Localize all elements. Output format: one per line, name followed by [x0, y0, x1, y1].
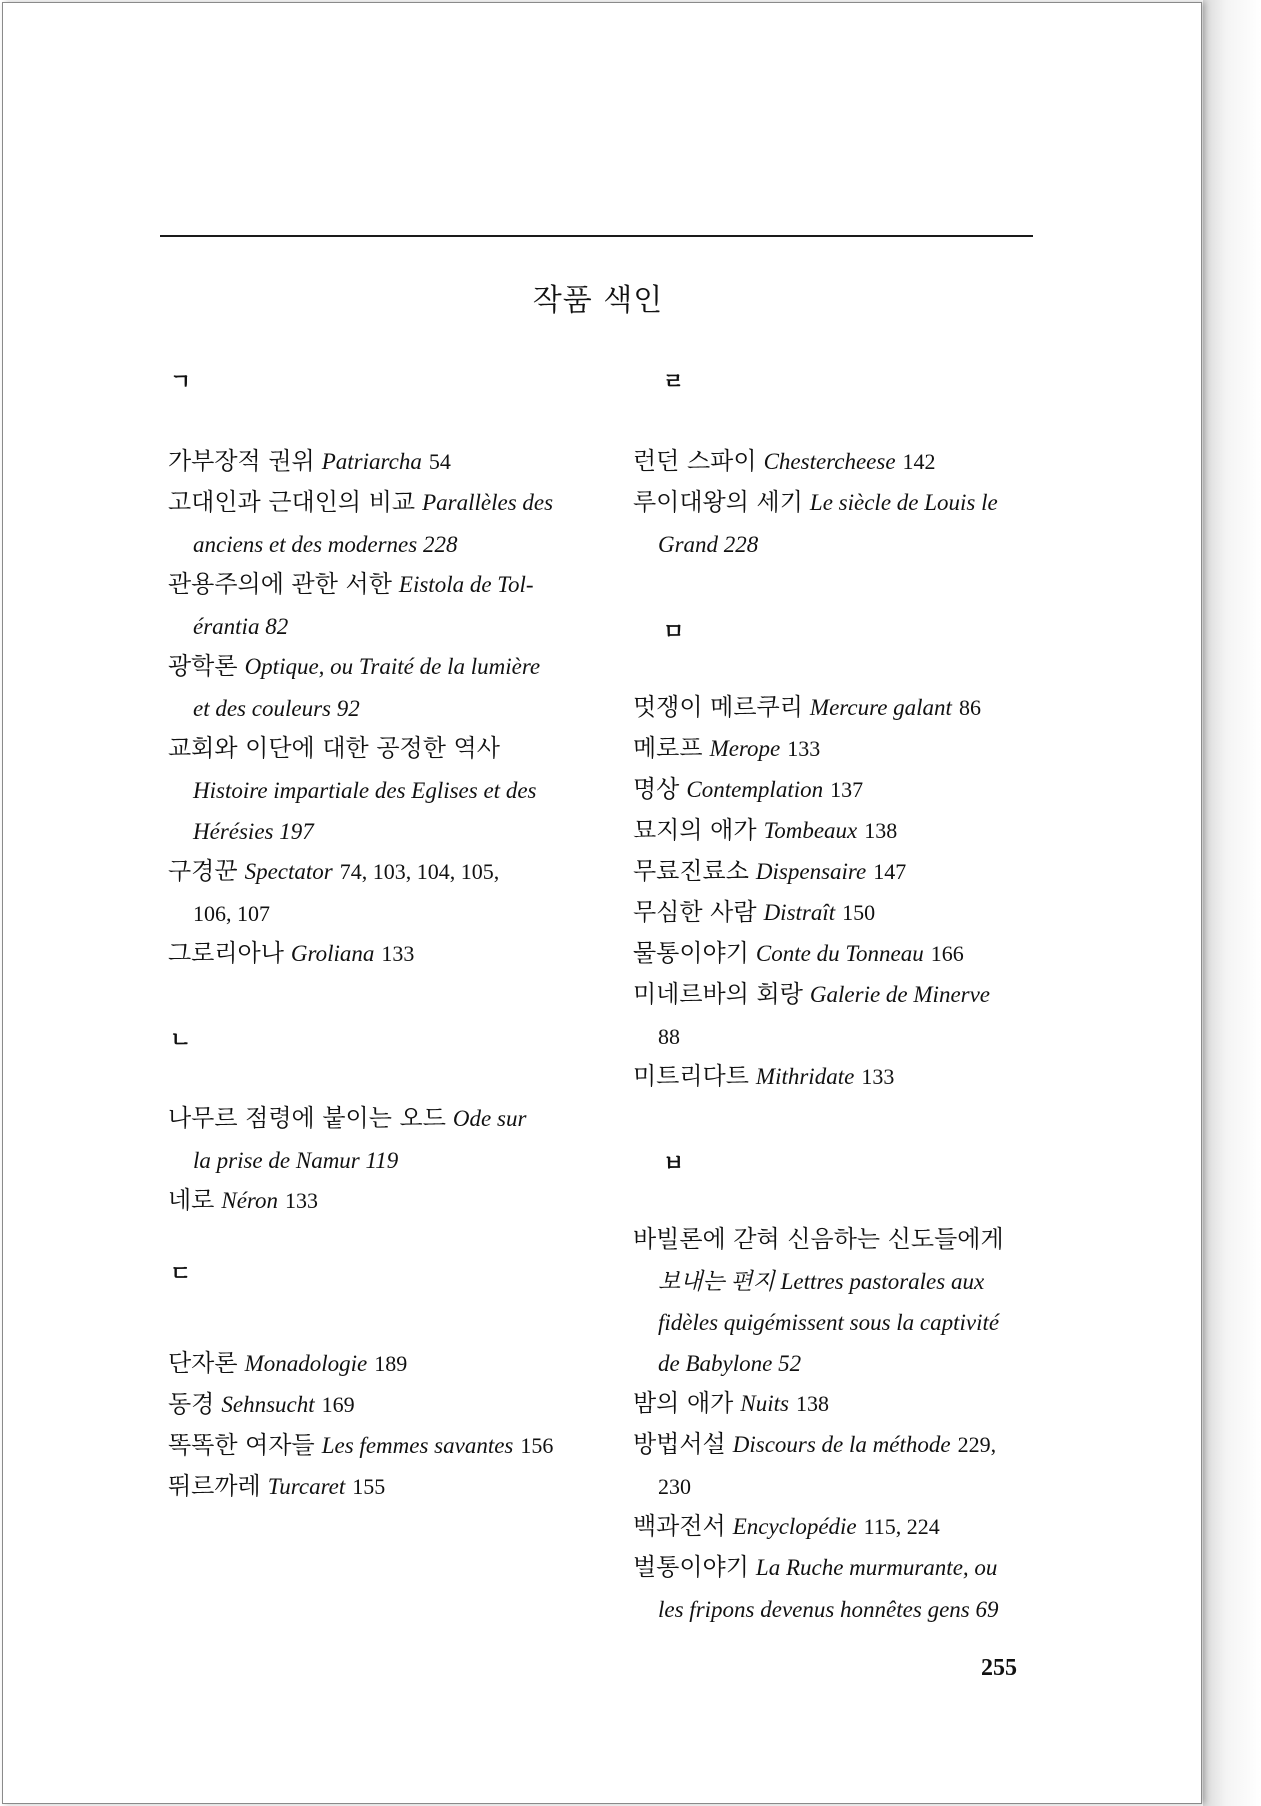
- entry-continuation: 230: [658, 1474, 691, 1499]
- entry-page-ref: 115, 224: [863, 1514, 940, 1539]
- entry-continuation: Grand 228: [658, 532, 759, 557]
- entry-original-title: Discours de la méthode: [732, 1432, 951, 1457]
- entry-korean-title: 루이대왕의 세기: [633, 488, 803, 516]
- entry-korean-title: 나무르 점령에 붙이는 오드: [168, 1104, 446, 1132]
- entry-korean-title: 관용주의에 관한 서한: [168, 570, 392, 598]
- entry-korean-title: 구경꾼: [168, 857, 238, 885]
- entry-korean-title: 물통이야기: [633, 939, 749, 967]
- entry-continuation: 88: [658, 1024, 680, 1049]
- entry-original-title: Tombeaux: [763, 818, 858, 843]
- index-entry: [633, 482, 998, 565]
- entry-korean-title: 교회와 이단에 대한 공정한 역사: [168, 734, 500, 762]
- index-entry: [168, 441, 451, 483]
- index-entry: [168, 482, 553, 565]
- entry-korean-title: 똑똑한 여자들: [168, 1431, 315, 1459]
- entry-korean-title: 미네르바의 회랑: [633, 980, 803, 1008]
- entry-continuation: érantia 82: [193, 614, 289, 639]
- index-entry: [168, 1180, 318, 1222]
- index-entry: [168, 1384, 355, 1426]
- entry-original-title: Patriarcha: [321, 449, 422, 474]
- entry-page-ref: 137: [830, 777, 864, 802]
- section-letter-bieup: ㅂ: [663, 1152, 685, 1177]
- entry-korean-title: 메로프: [633, 734, 703, 762]
- index-entry: [168, 1425, 553, 1467]
- entry-page-ref: 147: [873, 859, 907, 884]
- entry-original-title: Distraît: [763, 900, 836, 925]
- entry-korean-title: 네로: [168, 1186, 215, 1214]
- index-entry: [633, 1506, 940, 1548]
- entry-original-title: Groliana: [290, 941, 375, 966]
- entry-continuation: 보내는 편지 Lettres pastorales aux: [658, 1269, 985, 1294]
- entry-original-title: Mithridate: [755, 1064, 855, 1089]
- viewer-gutter: [1203, 0, 1261, 1806]
- entry-page-ref: 150: [842, 900, 876, 925]
- entry-original-title: Contemplation: [686, 777, 824, 802]
- index-entry: [633, 441, 936, 483]
- index-entry: [633, 1383, 829, 1425]
- index-entry: [633, 769, 863, 811]
- section-letter-rieul: ㄹ: [663, 370, 685, 395]
- entry-korean-title: 가부장적 권위: [168, 447, 315, 475]
- index-entry: [633, 974, 990, 1057]
- entry-original-title: Turcaret: [267, 1474, 346, 1499]
- entry-korean-title: 동경: [168, 1390, 215, 1418]
- entry-korean-title: 고대인과 근대인의 비교: [168, 488, 416, 516]
- entry-continuation: anciens et des modernes 228: [193, 532, 458, 557]
- entry-original-title: Mercure galant: [809, 695, 952, 720]
- entry-korean-title: 벌통이야기: [633, 1553, 749, 1581]
- page-title: 작품 색인: [532, 283, 664, 318]
- index-entry: [633, 1424, 996, 1507]
- entry-page-ref: 133: [381, 941, 415, 966]
- entry-original-title: Encyclopédie: [732, 1514, 857, 1539]
- entry-original-title: Spectator: [244, 859, 333, 884]
- entry-page-ref: 166: [930, 941, 964, 966]
- entry-original-title: La Ruche murmurante, ou: [755, 1555, 998, 1580]
- entry-korean-title: 런던 스파이: [633, 447, 757, 475]
- entry-page-ref: 189: [374, 1351, 408, 1376]
- entry-korean-title: 백과전서: [633, 1512, 726, 1540]
- entry-page-ref: 133: [285, 1188, 319, 1213]
- entry-page-ref: 86: [958, 695, 981, 720]
- section-letter-mieum: ㅁ: [663, 620, 685, 645]
- entry-korean-title: 광학론: [168, 652, 238, 680]
- index-entry: [633, 892, 875, 934]
- entry-original-title: Optique, ou Traité de la lumière: [244, 654, 541, 679]
- entry-korean-title: 바빌론에 갇혀 신음하는 신도들에게: [633, 1225, 1004, 1253]
- entry-original-title: Sehnsucht: [221, 1392, 315, 1417]
- entry-original-title: Ode sur: [452, 1106, 527, 1131]
- document-page: [2, 2, 1202, 1804]
- entry-continuation: et des couleurs 92: [193, 696, 360, 721]
- entry-korean-title: 밤의 애가: [633, 1389, 734, 1417]
- page-number: 255: [981, 1655, 1017, 1681]
- index-entry: [633, 728, 820, 770]
- entry-continuation: 106, 107: [193, 901, 270, 926]
- entry-original-title: Parallèles des: [422, 490, 554, 515]
- entry-korean-title: 미트리다트: [633, 1062, 749, 1090]
- entry-original-title: Eistola de Tol-: [398, 572, 534, 597]
- entry-page-ref: 142: [902, 449, 936, 474]
- index-entry: [633, 1219, 1004, 1384]
- index-entry: [633, 851, 906, 893]
- index-entry: [168, 1098, 526, 1181]
- entry-original-title: Merope: [709, 736, 781, 761]
- header-rule: [160, 235, 1033, 237]
- entry-continuation: Histoire impartiale des Eglises et des: [193, 778, 537, 803]
- index-entry: [633, 810, 897, 852]
- index-entry: [168, 646, 540, 729]
- entry-page-ref: 133: [787, 736, 821, 761]
- section-letter-nieun: ㄴ: [170, 1028, 192, 1053]
- section-letter-digeut: ㄷ: [170, 1262, 192, 1287]
- entry-continuation: les fripons devenus honnêtes gens 69: [658, 1597, 999, 1622]
- index-entry: [168, 1343, 407, 1385]
- index-entry: [168, 851, 499, 934]
- index-entry: [168, 564, 534, 647]
- entry-original-title: Nuits: [740, 1391, 789, 1416]
- entry-korean-title: 방법서설: [633, 1430, 726, 1458]
- entry-korean-title: 명상: [633, 775, 680, 803]
- entry-original-title: Chestercheese: [763, 449, 896, 474]
- entry-original-title: Néron: [221, 1188, 279, 1213]
- entry-original-title: Les femmes savantes: [321, 1433, 514, 1458]
- entry-original-title: Galerie de Minerve: [809, 982, 991, 1007]
- entry-page-ref: 138: [864, 818, 898, 843]
- entry-page-ref: 138: [795, 1391, 829, 1416]
- entry-korean-title: 무료진료소: [633, 857, 749, 885]
- entry-korean-title: 뛰르까레: [168, 1472, 261, 1500]
- index-entry: [633, 1056, 894, 1098]
- entry-page-ref: 229,: [957, 1432, 997, 1457]
- index-entry: [168, 728, 536, 852]
- entry-page-ref: 155: [352, 1474, 386, 1499]
- entry-page-ref: 156: [520, 1433, 554, 1458]
- entry-page-ref: 74, 103, 104, 105,: [339, 859, 500, 884]
- entry-korean-title: 멋쟁이 메르쿠리: [633, 693, 803, 721]
- entry-original-title: Conte du Tonneau: [755, 941, 924, 966]
- entry-original-title: Le siècle de Louis le: [809, 490, 998, 515]
- entry-continuation: Hérésies 197: [193, 819, 314, 844]
- entry-page-ref: 133: [861, 1064, 895, 1089]
- entry-korean-title: 그로리아나: [168, 939, 284, 967]
- entry-original-title: Monadologie: [244, 1351, 368, 1376]
- entry-korean-title: 무심한 사람: [633, 898, 757, 926]
- entry-korean-title: 묘지의 애가: [633, 816, 757, 844]
- entry-continuation: de Babylone 52: [658, 1351, 802, 1376]
- entry-original-title: Dispensaire: [755, 859, 867, 884]
- entry-continuation: la prise de Namur 119: [193, 1148, 399, 1173]
- index-entry: [633, 1547, 998, 1630]
- index-entry: [633, 933, 964, 975]
- entry-page-ref: 169: [321, 1392, 355, 1417]
- index-entry: [633, 687, 981, 729]
- index-entry: [168, 1466, 385, 1508]
- entry-page-ref: 54: [428, 449, 451, 474]
- index-entry: [168, 933, 414, 975]
- section-letter-giyeok: ㄱ: [170, 370, 192, 395]
- entry-korean-title: 단자론: [168, 1349, 238, 1377]
- entry-continuation: fidèles quigémissent sous la captivité: [658, 1310, 1000, 1335]
